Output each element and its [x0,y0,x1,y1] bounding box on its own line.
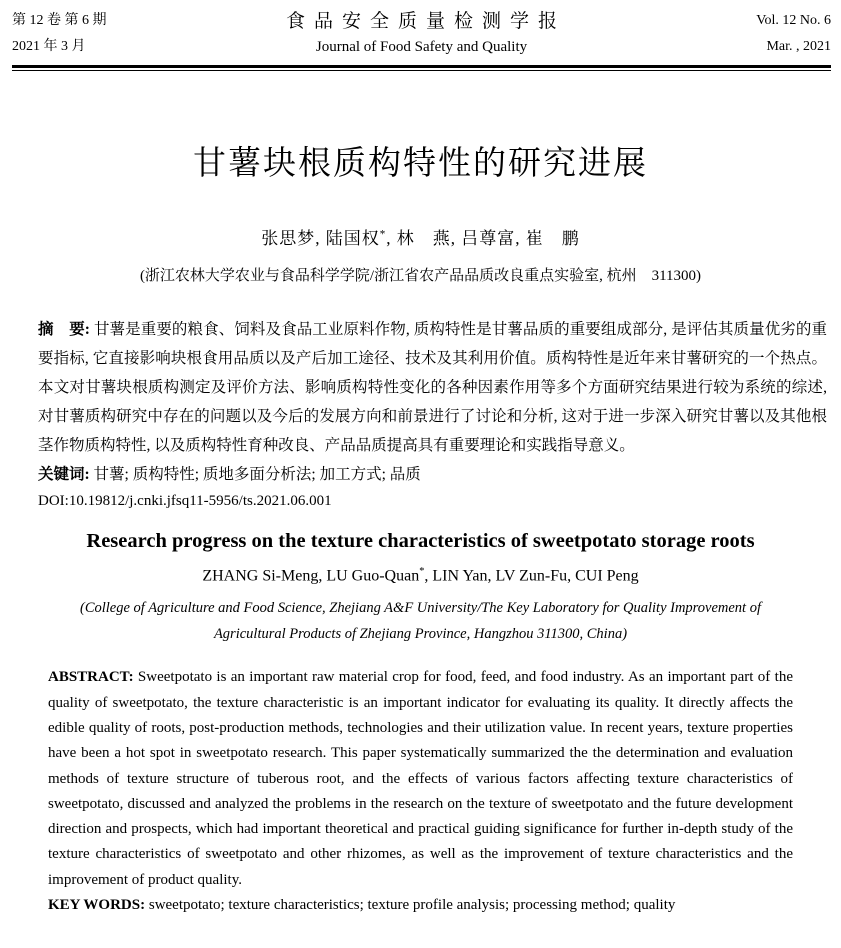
authors-cn-text-rest: , 林 燕, 吕尊富, 崔 鹏 [386,229,580,248]
abstract-cn-text: 甘薯是重要的粮食、饲料及食品工业原料作物, 质构特性是甘薯品质的重要组成部分, 是评估其质量优劣的重要指标, 它直接影响块根食用品质以及产后加工途径、技术及其利用价值。质构特性是近年来甘薯研究的一个热点。本文对甘薯块根质构测定及评价方法、影响质构特性变化的各种因素作用等多个方面研究结果进行较为系统的综述, 对甘薯质构研究中存在的问题以及今后的发展方向和前景进行了讨论和分析, 这对于进一步深入研究甘薯以及其他根茎作物质构特性, 以及质构特性育种改良、产品品质提高具有重要理论和实践指导意义。 [38,321,827,454]
keywords-en-label: KEY WORDS: [48,897,149,913]
date-cn: 2021 年 3 月 [12,39,86,54]
header-right [641,8,831,60]
volume-issue-en: Vol. 12 No. 6 [756,13,831,28]
corresponding-author-asterisk-cn: * [379,228,387,241]
doi-line: DOI:10.19812/j.cnki.jfsq11-5956/ts.2021.06.001 [38,493,332,509]
volume-issue-cn: 第 12 卷 第 6 期 [12,13,107,28]
keywords-en-text: sweetpotato; texture characteristics; texture profile analysis; processing method; quality [148,897,676,913]
keywords-cn-text: 甘薯; 质构特性; 质地多面分析法; 加工方式; 品质 [93,466,421,483]
authors-cn [0,224,841,249]
affiliation-cn: (浙江农林大学农业与食品科学学院/浙江省农产品品质改良重点实验室, 杭州 311300) [139,268,702,284]
article-title-en: Research progress on the texture characteristics of sweetpotato storage roots [86,530,755,552]
abstract-en-text: Sweetpotato is an important raw material crop for food, feed, and food industry. As an important part of the quality of sweetpotato, the texture characteristic is an important indicator for evaluating its quality. It directly affects the edible quality of roots, post-production methods, technologies and their utilization value. In recent years, texture properties have been a hot spot in sweetpotato research. This paper systematically summarized the the determination and evaluation methods of texture structure of tuberous root, and the effects of various factors affecting texture characteristics of sweetpotato, discussed and analyzed the problems in the research on the texture of sweetpotato and the future development direction and prospects, which had important theoretical and practical guiding significance for further in-depth study of the texture characteristics of sweetpotato and other rhizomes, as well as the improvement of texture characteristics and the improvement of product quality. [48,669,793,888]
corresponding-author-asterisk-en: * [419,566,425,577]
keywords-cn [38,461,827,488]
keywords-cn-label: 关键词: [38,466,94,483]
keywords-en [48,893,793,918]
abstract-cn [38,315,827,460]
header-left [12,8,202,60]
date-en: Mar. , 2021 [766,39,831,54]
abstract-en [48,665,793,893]
authors-en-text-rest: , LIN Yan, LV Zun-Fu, CUI Peng [424,567,639,585]
journal-header [0,0,841,60]
authors-en [0,566,841,585]
journal-name-cn: 食品安全质量检测学报 [285,11,566,32]
header-double-rule [12,65,831,71]
abstract-cn-label: 摘 要: [38,321,94,338]
header-center [202,8,641,60]
authors-en-text: ZHANG Si-Meng, LU Guo-Quan [202,567,420,585]
article-title-cn: 甘薯块根质构特性的研究进展 [193,146,648,182]
authors-cn-text: 张思梦, 陆国权 [261,229,380,248]
abstract-en-label: ABSTRACT: [48,669,138,686]
affiliation-en: (College of Agriculture and Food Science, Zhejiang A&F University/The Key Laboratory for Quality Improvement of Agricultural Products of Zhejiang Province, Hangzhou 311300, China) [80,600,761,643]
journal-name-en: Journal of Food Safety and Quality [315,39,528,55]
